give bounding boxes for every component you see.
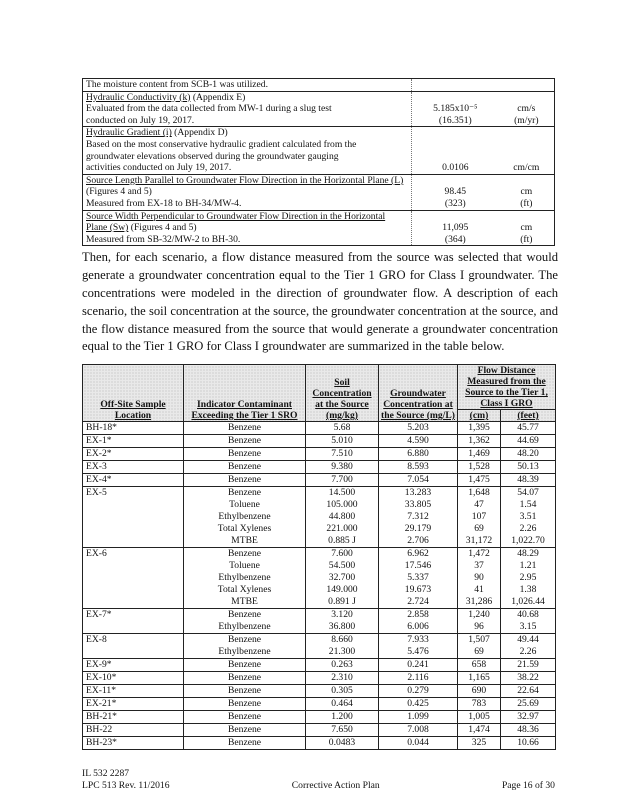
parameter-unit: (ft): [520, 233, 533, 245]
sample-location: EX-8: [83, 634, 184, 647]
flow-distance-feet: 2.95: [501, 572, 556, 584]
sample-location: EX-7*: [83, 609, 184, 622]
flow-distance-feet: 10.66: [501, 737, 556, 750]
footer-page: Page 16 of 30: [501, 780, 555, 792]
groundwater-concentration: 0.044: [379, 737, 458, 750]
groundwater-concentration: 7.008: [379, 724, 458, 737]
soil-concentration: 0.263: [306, 659, 379, 672]
flow-distance-feet: 45.77: [501, 422, 556, 435]
contaminant: Total Xylenes: [184, 523, 306, 535]
header-cm: (cm): [458, 410, 501, 422]
contaminant: Benzene: [184, 448, 306, 461]
contaminant: Total Xylenes: [184, 584, 306, 596]
flow-distance-cm: 69: [458, 646, 501, 659]
parameter-row: [83, 79, 555, 92]
sample-location: [83, 523, 184, 535]
header-location: Off-Site Sample Location: [83, 365, 184, 422]
parameter-description: activities conducted on July 19, 2017.: [86, 162, 232, 174]
flow-distance-feet: 54.07: [501, 487, 556, 500]
footer-form: LPC 513 Rev. 11/2016: [82, 780, 170, 792]
table-row: [83, 499, 556, 511]
groundwater-concentration: 4.590: [379, 435, 458, 448]
contaminant: Benzene: [184, 487, 306, 500]
table-row: [83, 685, 556, 698]
table-row: [83, 487, 556, 500]
soil-concentration: 0.891 J: [306, 596, 379, 609]
groundwater-concentration: 8.593: [379, 461, 458, 474]
flow-distance-feet: 2.26: [501, 646, 556, 659]
soil-concentration: 7.600: [306, 548, 379, 561]
table-row: [83, 646, 556, 659]
footer-id: IL 532 2287: [82, 768, 130, 780]
soil-concentration: 21.300: [306, 646, 379, 659]
soil-concentration: 44.800: [306, 511, 379, 523]
header-flow-distance: Flow Distance Measured from the Source to the Tier 1, Class I GRO: [458, 365, 556, 410]
flow-distance-cm: 1,005: [458, 711, 501, 724]
groundwater-concentration: 19.673: [379, 584, 458, 596]
flow-distance-cm: 31,172: [458, 535, 501, 548]
parameter-title: Hydraulic Gradient (i): [86, 127, 172, 139]
table-row: [83, 584, 556, 596]
sample-location: BH-23*: [83, 737, 184, 750]
page-content: [82, 0, 558, 802]
parameter-reference: (Figures 4 and 5): [128, 222, 197, 234]
contaminant: Benzene: [184, 422, 306, 435]
contaminant: Ethylbenzene: [184, 621, 306, 634]
soil-concentration: 5.010: [306, 435, 379, 448]
table-row: [83, 596, 556, 609]
sample-location: [83, 621, 184, 634]
parameter-unit: cm/cm: [513, 162, 540, 174]
flow-distance-cm: 107: [458, 511, 501, 523]
table-row: [83, 523, 556, 535]
flow-distance-cm: 47: [458, 499, 501, 511]
table-row: [83, 659, 556, 672]
groundwater-concentration: 17.546: [379, 560, 458, 572]
sample-location: EX-2*: [83, 448, 184, 461]
contaminant: Benzene: [184, 474, 306, 487]
header-contaminant: Indicator Contaminant Exceeding the Tier 1 SRO: [184, 365, 306, 422]
parameter-value: 11,095: [442, 222, 469, 234]
flow-distance-feet: 1,022.70: [501, 535, 556, 548]
sample-location: BH-22: [83, 724, 184, 737]
flow-distance-feet: 1.21: [501, 560, 556, 572]
flow-distance-feet: 38.22: [501, 672, 556, 685]
sample-location: EX-4*: [83, 474, 184, 487]
table-row: [83, 724, 556, 737]
sample-location: [83, 511, 184, 523]
flow-distance-cm: 1,507: [458, 634, 501, 647]
groundwater-concentration: 6.880: [379, 448, 458, 461]
parameter-reference: (Appendix D): [171, 127, 228, 139]
table-row: [83, 461, 556, 474]
flow-distance-cm: 1,395: [458, 422, 501, 435]
parameter-description: Evaluated from the data collected from MW-1 during a slug test: [86, 103, 332, 115]
groundwater-concentration: 5.476: [379, 646, 458, 659]
flow-distance-feet: 48.36: [501, 724, 556, 737]
soil-concentration: 2.310: [306, 672, 379, 685]
sample-location: EX-1*: [83, 435, 184, 448]
flow-distance-cm: 96: [458, 621, 501, 634]
soil-concentration: 0.0483: [306, 737, 379, 750]
table-row: [83, 711, 556, 724]
contaminant: Benzene: [184, 634, 306, 647]
flow-distance-cm: 325: [458, 737, 501, 750]
groundwater-concentration: 6.006: [379, 621, 458, 634]
sample-location: [83, 646, 184, 659]
sample-location: EX-3: [83, 461, 184, 474]
soil-concentration: 7.510: [306, 448, 379, 461]
contaminant: Ethylbenzene: [184, 646, 306, 659]
flow-distance-cm: 69: [458, 523, 501, 535]
sample-location: EX-5: [83, 487, 184, 500]
parameter-unit: cm: [520, 222, 533, 234]
flow-distance-feet: 2.26: [501, 523, 556, 535]
groundwater-concentration: 2.724: [379, 596, 458, 609]
parameter-value: (323): [444, 197, 466, 209]
header-feet: (feet): [501, 410, 556, 422]
soil-concentration: 9.380: [306, 461, 379, 474]
parameter-reference: (Figures 4 and 5): [86, 186, 152, 198]
parameter-unit: cm/s: [517, 103, 536, 115]
table-row: [83, 572, 556, 584]
groundwater-concentration: 7.054: [379, 474, 458, 487]
flow-distance-feet: 48.20: [501, 448, 556, 461]
flow-distance-cm: 41: [458, 584, 501, 596]
parameter-unit: (ft): [520, 197, 533, 209]
parameter-unit: cm: [520, 186, 533, 198]
scenario-paragraph: Then, for each scenario, a flow distance measured from the source was selected that would generate a groundwater concentration equal to the Tier 1 GRO for Class I groundwater. The concentrations were modeled in the direction of groundwater flow. A description of each scenario, the soil concentration at the source, the groundwater concentration at the source, and the flow distance measured from the source that would generate a groundwater concentration equal to the Tier 1 GRO for Class I groundwater are summarized in the table below.: [82, 250, 558, 354]
table-row: [83, 621, 556, 634]
flow-distance-cm: 1,648: [458, 487, 501, 500]
table-row: [83, 474, 556, 487]
groundwater-concentration: 0.425: [379, 698, 458, 711]
soil-concentration: 7.700: [306, 474, 379, 487]
groundwater-concentration: 5.203: [379, 422, 458, 435]
contaminant: MTBE: [184, 535, 306, 548]
sample-location: [83, 584, 184, 596]
table-row: [83, 609, 556, 622]
groundwater-concentration: 0.279: [379, 685, 458, 698]
parameter-value: 5.185x10⁻⁵: [433, 103, 478, 115]
parameter-title: Source Width Perpendicular to Groundwater Flow Direction in the Horizontal Plane (Sw): [86, 210, 386, 234]
contaminant: Benzene: [184, 609, 306, 622]
parameter-row: [83, 127, 555, 174]
sample-location: [83, 572, 184, 584]
table-row: [83, 698, 556, 711]
page-footer: [82, 768, 558, 802]
groundwater-concentration: 2.858: [379, 609, 458, 622]
soil-concentration: 32.700: [306, 572, 379, 584]
contaminant: Benzene: [184, 724, 306, 737]
flow-distance-feet: 25.69: [501, 698, 556, 711]
flow-distance-cm: 1,474: [458, 724, 501, 737]
groundwater-concentration: 29.179: [379, 523, 458, 535]
flow-distance-feet: 21.59: [501, 659, 556, 672]
flow-distance-feet: 3.15: [501, 621, 556, 634]
flow-distance-feet: 32.97: [501, 711, 556, 724]
flow-distance-feet: 48.29: [501, 548, 556, 561]
header-groundwater: Groundwater Concentration at the Source (mg/L): [379, 365, 458, 422]
table-row: [83, 422, 556, 435]
flow-distance-cm: 90: [458, 572, 501, 584]
soil-concentration: 221.000: [306, 523, 379, 535]
parameter-description: Measured from EX-18 to BH-34/MW-4.: [86, 197, 242, 209]
sample-location: [83, 560, 184, 572]
groundwater-concentration: 0.241: [379, 659, 458, 672]
header-soil: Soil Concentration at the Source (mg/kg): [306, 365, 379, 422]
soil-concentration: 8.660: [306, 634, 379, 647]
table-row: [83, 634, 556, 647]
flow-distance-cm: 1,240: [458, 609, 501, 622]
flow-distance-cm: 1,528: [458, 461, 501, 474]
flow-distance-cm: 658: [458, 659, 501, 672]
parameter-description: The moisture content from SCB-1 was utilized.: [86, 79, 268, 90]
flow-distance-cm: 1,362: [458, 435, 501, 448]
parameters-table: [82, 78, 555, 246]
contaminant: Ethylbenzene: [184, 511, 306, 523]
table-row: [83, 535, 556, 548]
groundwater-concentration: 2.706: [379, 535, 458, 548]
flow-distance-feet: 49.44: [501, 634, 556, 647]
contaminant: Benzene: [184, 435, 306, 448]
flow-distance-cm: 783: [458, 698, 501, 711]
soil-concentration: 0.464: [306, 698, 379, 711]
sample-location: EX-11*: [83, 685, 184, 698]
groundwater-concentration: 7.312: [379, 511, 458, 523]
table-row: [83, 548, 556, 561]
flow-distance-feet: 22.64: [501, 685, 556, 698]
flow-distance-feet: 50.13: [501, 461, 556, 474]
flow-distance-feet: 1.38: [501, 584, 556, 596]
flow-distance-cm: 690: [458, 685, 501, 698]
sample-location: BH-18*: [83, 422, 184, 435]
soil-concentration: 14.500: [306, 487, 379, 500]
flow-distance-feet: 40.68: [501, 609, 556, 622]
footer-title: Corrective Action Plan: [291, 780, 380, 792]
groundwater-concentration: 5.337: [379, 572, 458, 584]
flow-distance-feet: 3.51: [501, 511, 556, 523]
contaminant: Benzene: [184, 548, 306, 561]
groundwater-concentration: 2.116: [379, 672, 458, 685]
table-row: [83, 511, 556, 523]
soil-concentration: 0.305: [306, 685, 379, 698]
parameter-title: Hydraulic Conductivity (k): [86, 91, 191, 103]
parameter-unit: (m/yr): [514, 114, 539, 126]
parameter-row: [83, 91, 555, 127]
contaminant: Toluene: [184, 560, 306, 572]
sample-location: EX-9*: [83, 659, 184, 672]
table-row: [83, 672, 556, 685]
soil-concentration: 5.68: [306, 422, 379, 435]
contaminant: Benzene: [184, 659, 306, 672]
contaminant: Toluene: [184, 499, 306, 511]
flow-distance-cm: 37: [458, 560, 501, 572]
soil-concentration: 54.500: [306, 560, 379, 572]
flow-distance-feet: 44.69: [501, 435, 556, 448]
flow-distance-cm: 1,475: [458, 474, 501, 487]
flow-distance-cm: 31,286: [458, 596, 501, 609]
sample-location: EX-6: [83, 548, 184, 561]
parameter-description: Based on the most conservative hydraulic gradient calculated from the: [86, 138, 357, 150]
soil-concentration: 36.800: [306, 621, 379, 634]
flow-distance-cm: 1,469: [458, 448, 501, 461]
groundwater-concentration: 7.933: [379, 634, 458, 647]
sample-location: [83, 535, 184, 548]
contaminant: Benzene: [184, 461, 306, 474]
table-row: [83, 737, 556, 750]
parameter-description: conducted on July 19, 2017.: [86, 114, 195, 126]
contaminant: MTBE: [184, 596, 306, 609]
parameter-value: 98.45: [444, 186, 467, 198]
contaminant: Benzene: [184, 698, 306, 711]
parameter-row: [83, 210, 555, 246]
soil-concentration: 105.000: [306, 499, 379, 511]
soil-concentration: 3.120: [306, 609, 379, 622]
groundwater-concentration: 33.805: [379, 499, 458, 511]
sample-location: [83, 596, 184, 609]
flow-distance-table: [82, 364, 556, 750]
sample-location: EX-21*: [83, 698, 184, 711]
flow-distance-feet: 1,026.44: [501, 596, 556, 609]
flow-distance-feet: 48.39: [501, 474, 556, 487]
sample-location: [83, 499, 184, 511]
soil-concentration: 149.000: [306, 584, 379, 596]
contaminant: Benzene: [184, 711, 306, 724]
groundwater-concentration: 13.283: [379, 487, 458, 500]
sample-location: BH-21*: [83, 711, 184, 724]
table-row: [83, 448, 556, 461]
parameter-title: Source Length Parallel to Groundwater Flow Direction in the Horizontal Plane (L): [86, 174, 404, 186]
contaminant: Benzene: [184, 672, 306, 685]
parameter-description: Measured from SB-32/MW-2 to BH-30.: [86, 233, 241, 245]
table-row: [83, 435, 556, 448]
groundwater-concentration: 6.962: [379, 548, 458, 561]
sample-location: EX-10*: [83, 672, 184, 685]
parameter-value: 0.0106: [442, 162, 469, 174]
flow-distance-cm: 1,165: [458, 672, 501, 685]
parameter-description: groundwater elevations observed during the groundwater gauging: [86, 150, 339, 162]
contaminant: Ethylbenzene: [184, 572, 306, 584]
table-row: [83, 560, 556, 572]
soil-concentration: 1.200: [306, 711, 379, 724]
groundwater-concentration: 1.099: [379, 711, 458, 724]
contaminant: Benzene: [184, 737, 306, 750]
soil-concentration: 0.885 J: [306, 535, 379, 548]
soil-concentration: 7.650: [306, 724, 379, 737]
parameter-value: (364): [444, 233, 466, 245]
parameter-value: (16.351): [438, 114, 472, 126]
flow-distance-feet: 1.54: [501, 499, 556, 511]
parameter-reference: (Appendix E): [190, 91, 246, 103]
flow-distance-cm: 1,472: [458, 548, 501, 561]
parameter-row: [83, 174, 555, 210]
contaminant: Benzene: [184, 685, 306, 698]
